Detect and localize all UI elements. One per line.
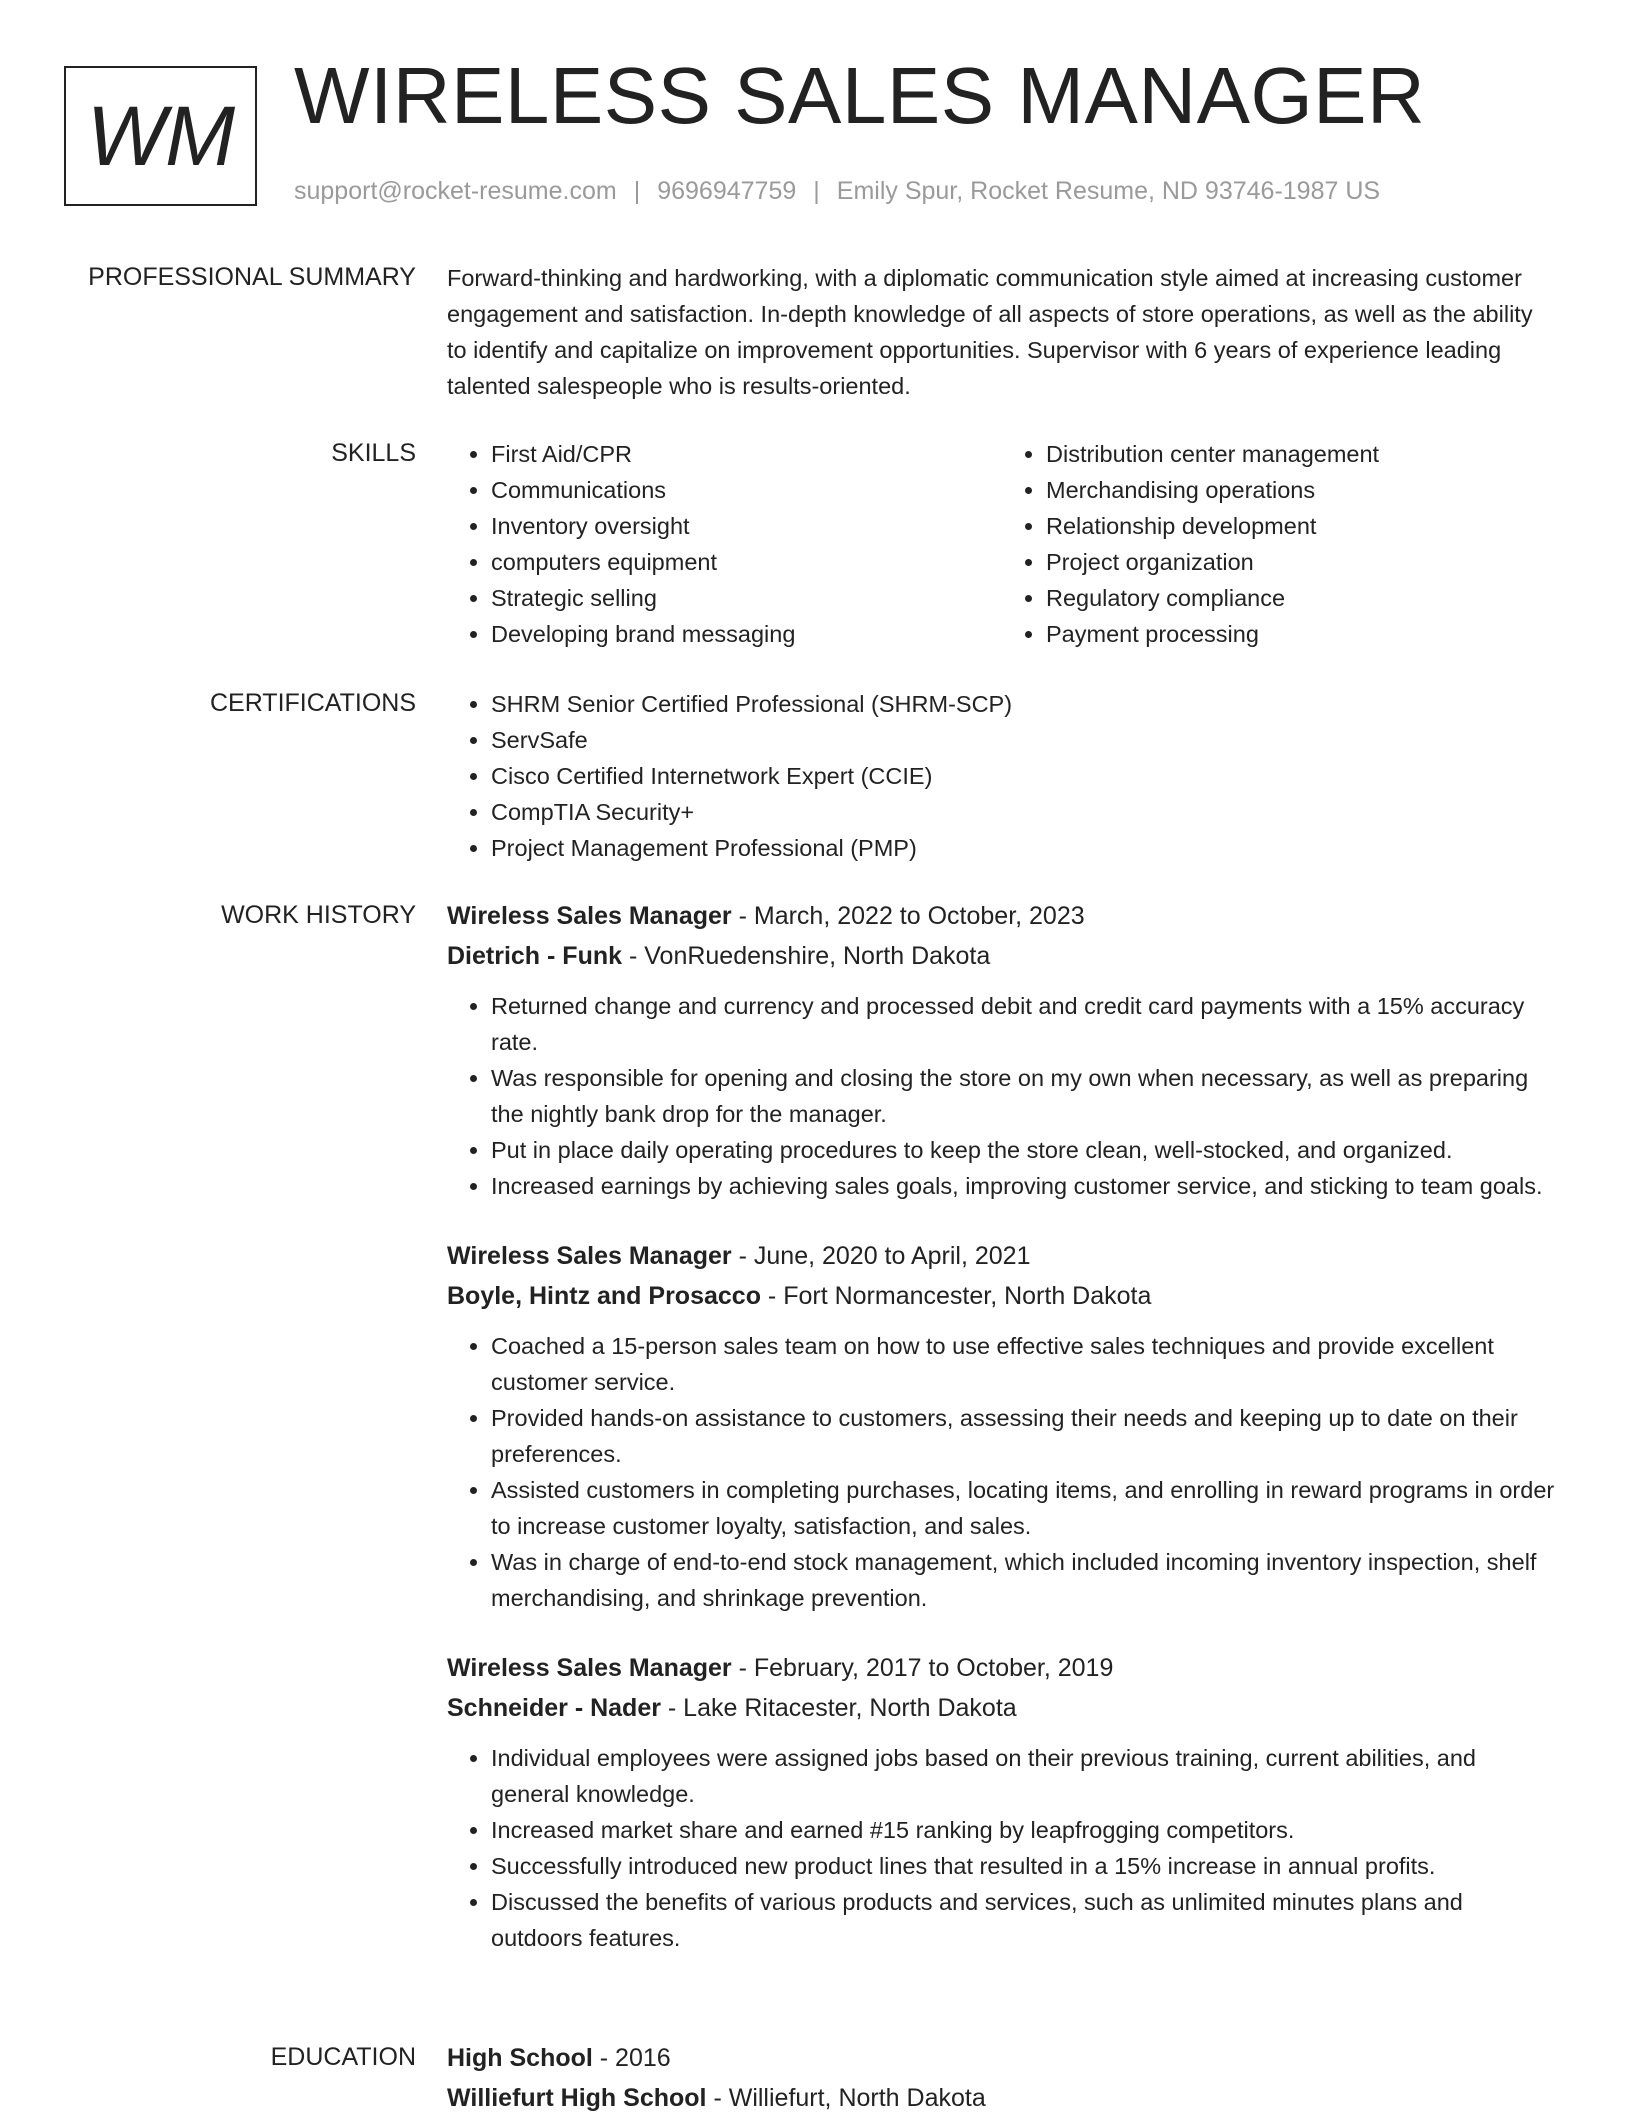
skill-item: • computers equipment xyxy=(491,544,1002,580)
skill-item: • Communications xyxy=(491,472,1002,508)
job-bullet: • Successfully introduced new product lines that resulted in a 15% increase in annual profits. xyxy=(491,1848,1557,1884)
job-role: Wireless Sales Manager xyxy=(447,1654,732,1682)
job-entry xyxy=(447,896,1557,1204)
job-bullets xyxy=(447,1740,1557,1956)
job-dates: - February, 2017 to October, 2019 xyxy=(738,1654,1114,1682)
skill-item: • Developing brand messaging xyxy=(491,616,1002,652)
skill-item: • Relationship development xyxy=(1046,508,1557,544)
job-bullet: • Was in charge of end-to-end stock management, which included incoming inventory inspection, shelf merchandising, and shrinkage prevention. xyxy=(491,1544,1557,1616)
job-entry xyxy=(447,1236,1557,1616)
education-location: - Williefurt, North Dakota xyxy=(713,2084,986,2112)
job-bullets xyxy=(447,988,1557,1204)
education-school: Williefurt High School xyxy=(447,2084,707,2112)
job-dates: - June, 2020 to April, 2021 xyxy=(738,1242,1031,1270)
certification-item: • Project Management Professional (PMP) xyxy=(491,830,1557,866)
contact-address: Emily Spur, Rocket Resume, ND 93746-1987 US xyxy=(836,177,1381,205)
job-bullet: • Returned change and currency and processed debit and credit card payments with a 15% accuracy rate. xyxy=(491,988,1557,1060)
contact-phone[interactable]: 9696947759 xyxy=(657,177,797,205)
skills-list-left xyxy=(447,436,1002,652)
section-title-summary: PROFESSIONAL SUMMARY xyxy=(88,263,416,291)
skill-item: • Payment processing xyxy=(1046,616,1557,652)
education-year: - 2016 xyxy=(599,2044,671,2072)
skills-grid xyxy=(447,436,1557,652)
job-bullet: • Provided hands-on assistance to customers, assessing their needs and keeping up to date on their preferences. xyxy=(491,1400,1557,1472)
skill-item: • Distribution center management xyxy=(1046,436,1557,472)
contact-email[interactable]: support@rocket-resume.com xyxy=(294,177,617,205)
job-bullet: • Was responsible for opening and closing the store on my own when necessary, as well as preparing the nightly bank drop for the manager. xyxy=(491,1060,1557,1132)
job-bullets xyxy=(447,1328,1557,1616)
section-title-work-history: WORK HISTORY xyxy=(221,901,416,929)
contact-line xyxy=(294,176,1380,206)
job-bullet: • Coached a 15-person sales team on how to use effective sales techniques and provide excellent customer service. xyxy=(491,1328,1557,1400)
job-bullet: • Assisted customers in completing purchases, locating items, and enrolling in reward programs in order to increase customer loyalty, satisfaction, and sales. xyxy=(491,1472,1557,1544)
skill-item: • First Aid/CPR xyxy=(491,436,1002,472)
job-location: - VonRuedenshire, North Dakota xyxy=(628,942,991,970)
skill-item: • Inventory oversight xyxy=(491,508,1002,544)
education-degree: High School xyxy=(447,2044,593,2072)
skills-list-right xyxy=(1002,436,1557,652)
job-bullet: • Increased market share and earned #15 ranking by leapfrogging competitors. xyxy=(491,1812,1557,1848)
monogram-initials: WM xyxy=(86,89,235,183)
job-title-line xyxy=(447,896,1557,936)
skill-item: • Strategic selling xyxy=(491,580,1002,616)
job-role: Wireless Sales Manager xyxy=(447,902,732,930)
section-title-skills: SKILLS xyxy=(331,439,416,467)
contact-separator: | xyxy=(633,177,641,205)
certification-item: • Cisco Certified Internetwork Expert (CCIE) xyxy=(491,758,1557,794)
job-bullet: • Increased earnings by achieving sales goals, improving customer service, and sticking to team goals. xyxy=(491,1168,1557,1204)
job-entry xyxy=(447,1648,1557,1956)
job-company: Boyle, Hintz and Prosacco xyxy=(447,1282,761,1310)
job-title-line xyxy=(447,1648,1557,1688)
job-title-line xyxy=(447,1236,1557,1276)
contact-separator: | xyxy=(813,177,820,205)
certification-item: • ServSafe xyxy=(491,722,1557,758)
section-title-education: EDUCATION xyxy=(270,2043,416,2071)
job-role: Wireless Sales Manager xyxy=(447,1242,732,1270)
job-bullet: • Discussed the benefits of various products and services, such as unlimited minutes plans and outdoors features. xyxy=(491,1884,1557,1956)
education-school-line xyxy=(447,2078,1557,2118)
job-dates: - March, 2022 to October, 2023 xyxy=(738,902,1085,930)
job-location: - Fort Normancester, North Dakota xyxy=(767,1282,1152,1310)
job-company: Schneider - Nader xyxy=(447,1694,661,1722)
certifications-list xyxy=(447,686,1557,866)
summary-text: Forward-thinking and hardworking, with a diplomatic communication style aimed at increasing customer engagement and satisfaction. In-depth knowledge of all aspects of store operations, as well as the ability to identify and capitalize on improvement opportunities. Supervisor with 6 years of experience leading talented salespeople who is results-oriented. xyxy=(447,265,1533,399)
certification-item: • CompTIA Security+ xyxy=(491,794,1557,830)
skill-item: • Merchandising operations xyxy=(1046,472,1557,508)
job-company-line xyxy=(447,936,1557,976)
education-degree-line xyxy=(447,2038,1557,2078)
certification-item: • SHRM Senior Certified Professional (SHRM-SCP) xyxy=(491,686,1557,722)
section-title-certifications: CERTIFICATIONS xyxy=(209,689,416,717)
job-company-line xyxy=(447,1688,1557,1728)
skill-item: • Project organization xyxy=(1046,544,1557,580)
skill-item: • Regulatory compliance xyxy=(1046,580,1557,616)
job-bullet: • Put in place daily operating procedures to keep the store clean, well-stocked, and organized. xyxy=(491,1132,1557,1168)
job-company-line xyxy=(447,1276,1557,1316)
job-location: - Lake Ritacester, North Dakota xyxy=(667,1694,1017,1722)
monogram-box xyxy=(64,66,257,206)
resume-title: WIRELESS SALES MANAGER xyxy=(294,51,1426,140)
job-company: Dietrich - Funk xyxy=(447,942,623,970)
job-bullet: • Individual employees were assigned jobs based on their previous training, current abilities, and general knowledge. xyxy=(491,1740,1557,1812)
